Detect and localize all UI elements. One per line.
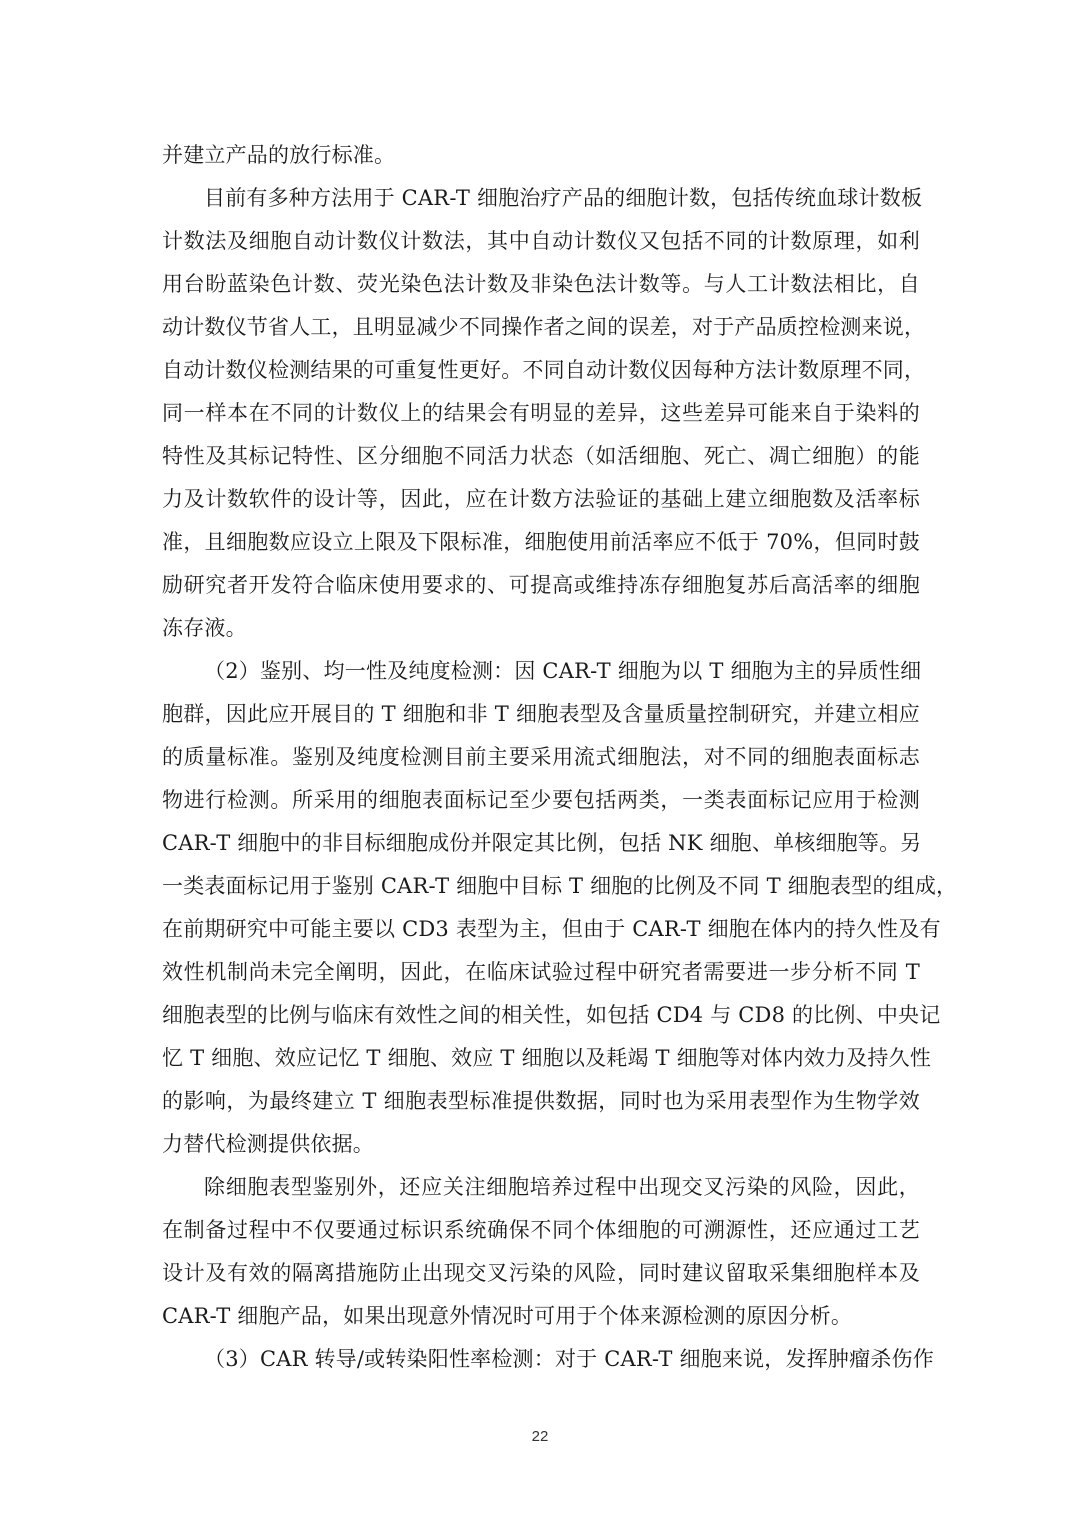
text-line: 自动计数仪检测结果的可重复性更好。不同自动计数仪因每种方法计数原理不同，: [162, 358, 926, 382]
text-line: 胞群，因此应开展目的 T 细胞和非 T 细胞表型及含量质量控制研究，并建立相应: [162, 702, 920, 726]
text-line: 冻存液。: [162, 616, 247, 640]
text-line: 一类表面标记用于鉴别 CAR-T 细胞中目标 T 细胞的比例及不同 T 细胞表型的组成，: [162, 874, 958, 898]
text-line: 在制备过程中不仅要通过标识系统确保不同个体细胞的可溯源性，还应通过工艺: [162, 1218, 920, 1242]
text-line: 计数法及细胞自动计数仪计数法，其中自动计数仪又包括不同的计数原理，如利: [162, 229, 920, 253]
text-line: 同一样本在不同的计数仪上的结果会有明显的差异，这些差异可能来自于染料的: [162, 401, 920, 425]
text-line: 的质量标准。鉴别及纯度检测目前主要采用流式细胞法，对不同的细胞表面标志: [162, 745, 920, 769]
text-line: 除细胞表型鉴别外，还应关注细胞培养过程中出现交叉污染的风险，因此，: [204, 1175, 920, 1199]
text-line: （3）CAR 转导/或转染阳性率检测：对于 CAR-T 细胞来说，发挥肿瘤杀伤作: [204, 1347, 934, 1371]
body-text: [162, 134, 958, 1381]
page-number: 22: [531, 1428, 549, 1445]
text-line: 力及计数软件的设计等，因此，应在计数方法验证的基础上建立细胞数及活率标: [162, 487, 920, 511]
text-line: 在前期研究中可能主要以 CD3 表型为主，但由于 CAR-T 细胞在体内的持久性及有: [162, 917, 941, 941]
text-line: 动计数仪节省人工，且明显减少不同操作者之间的误差，对于产品质控检测来说，: [162, 315, 926, 339]
text-line: 准，且细胞数应设立上限及下限标准，细胞使用前活率应不低于 70%，但同时鼓: [162, 530, 920, 554]
text-line: 目前有多种方法用于 CAR-T 细胞治疗产品的细胞计数，包括传统血球计数板: [204, 186, 923, 210]
text-line: 的影响，为最终建立 T 细胞表型标准提供数据，同时也为采用表型作为生物学效: [162, 1089, 920, 1113]
text-line: 用台盼蓝染色计数、荧光染色法计数及非染色法计数等。与人工计数法相比，自: [162, 272, 920, 296]
text-line: 设计及有效的隔离措施防止出现交叉污染的风险，同时建议留取采集细胞样本及: [162, 1261, 920, 1285]
text-line: 并建立产品的放行标准。: [162, 143, 396, 167]
text-line: 细胞表型的比例与临床有效性之间的相关性，如包括 CD4 与 CD8 的比例、中央记: [162, 1003, 941, 1027]
text-line: 忆 T 细胞、效应记忆 T 细胞、效应 T 细胞以及耗竭 T 细胞等对体内效力及持久性: [162, 1046, 932, 1070]
text-line: 力替代检测提供依据。: [162, 1132, 374, 1156]
text-line: CAR-T 细胞中的非目标细胞成份并限定其比例，包括 NK 细胞、单核细胞等。另: [162, 831, 922, 855]
text-line: 特性及其标记特性、区分细胞不同活力状态（如活细胞、死亡、凋亡细胞）的能: [162, 444, 920, 468]
text-line: CAR-T 细胞产品，如果出现意外情况时可用于个体来源检测的原因分析。: [162, 1304, 853, 1328]
text-line: （2）鉴别、均一性及纯度检测：因 CAR-T 细胞为以 T 细胞为主的异质性细: [204, 659, 922, 683]
text-line: 效性机制尚未完全阐明，因此，在临床试验过程中研究者需要进一步分析不同 T: [162, 960, 920, 984]
text-line: 物进行检测。所采用的细胞表面标记至少要包括两类，一类表面标记应用于检测: [162, 788, 920, 812]
text-line: 励研究者开发符合临床使用要求的、可提高或维持冻存细胞复苏后高活率的细胞: [162, 573, 920, 597]
